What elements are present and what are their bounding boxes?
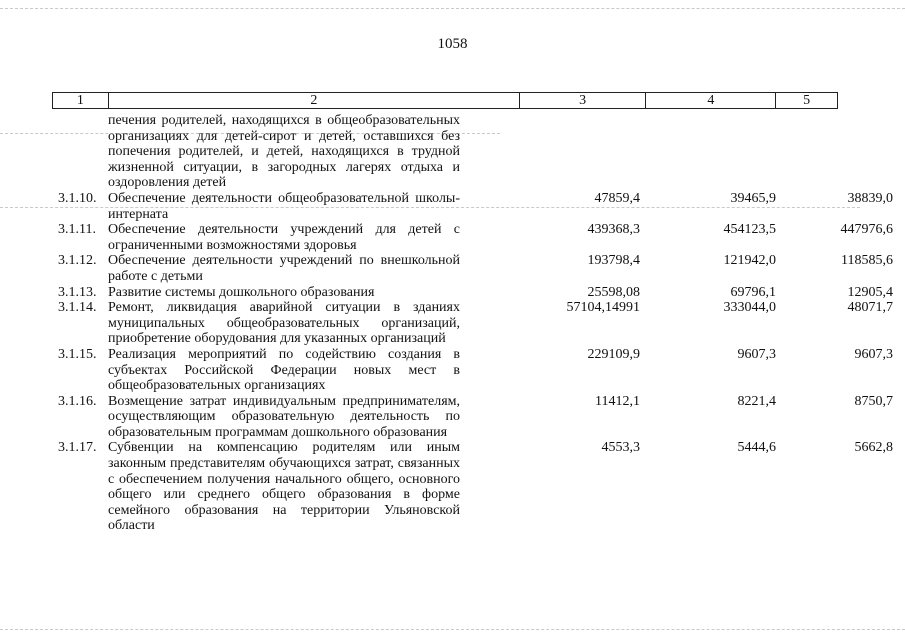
table-row <box>52 393 893 441</box>
row-number: 3.1.13. <box>58 284 97 300</box>
row-description: Обеспечение деятельности учреждений для детей с ограниченными возможностями здоровья <box>108 222 460 253</box>
table-row <box>52 190 893 222</box>
table-row <box>52 440 893 534</box>
row-value-col3: 193798,4 <box>587 253 640 269</box>
row-value-col3: 25598,08 <box>587 284 640 300</box>
row-value-col4: 39465,9 <box>730 190 776 206</box>
row-number: 3.1.12. <box>58 253 97 269</box>
row-value-col5: 9607,3 <box>854 346 893 362</box>
table-row <box>52 113 852 191</box>
row-value-col4: 8221,4 <box>737 393 776 409</box>
row-value-col4: 333044,0 <box>723 300 776 316</box>
row-number: 3.1.11. <box>58 222 96 238</box>
row-value-col4: 454123,5 <box>723 222 776 238</box>
header-col-5: 5 <box>803 93 811 108</box>
row-value-col3: 11412,1 <box>595 393 640 409</box>
header-col-3: 3 <box>520 93 647 108</box>
row-number: 3.1.14. <box>58 300 97 316</box>
table-header <box>52 92 838 109</box>
row-number <box>52 113 108 191</box>
row-value-col4 <box>640 113 776 191</box>
row-value-col3: 439368,3 <box>587 222 640 238</box>
row-description: Возмещение затрат индивидуальным предпринимателям, осуществляющим образовательную деятельность по образовательным программам дошкольного образования <box>108 393 460 440</box>
row-value-col5 <box>776 113 893 191</box>
row-description: Ремонт, ликвидация аварийной ситуации в зданиях муниципальных общеобразовательных организаций, приобретение оборудования для указанных организаций <box>108 300 460 347</box>
row-value-col4: 5444,6 <box>737 440 776 456</box>
row-number: 3.1.17. <box>58 440 97 456</box>
page-number: 1058 <box>437 36 468 52</box>
row-value-col3: 57104,14991 <box>566 300 640 316</box>
row-value-col5: 5662,8 <box>854 440 893 456</box>
row-value-col5: 48071,7 <box>847 300 893 316</box>
table-body <box>52 113 893 534</box>
table-row <box>52 253 893 284</box>
row-value-col5: 38839,0 <box>847 190 893 206</box>
table-row <box>52 222 893 253</box>
table-row <box>52 284 893 301</box>
row-value-col3: 47859,4 <box>594 190 640 206</box>
row-description: Субвенции на компенсацию родителям или иным законным представителям обучающихся затрат, связанных с обеспечением получения начального общего, основного общего или среднего общего образования в форме семейного образования на территории Ульяновской области <box>108 440 460 534</box>
row-value-col4: 121942,0 <box>723 253 776 269</box>
row-description: Обеспечение деятельности учреждений по внешкольной работе с детьми <box>108 253 460 284</box>
row-number: 3.1.10. <box>58 190 97 206</box>
row-value-col3 <box>460 113 640 191</box>
row-value-col4: 9607,3 <box>737 346 776 362</box>
row-description: печения родителей, находящихся в общеобразовательных организациях для детей-сирот и детей, оставшихся без попечения родителей, и детей, находящихся в трудной жизненной ситуации, в загородных лагерях отдыха и оздоровления детей <box>108 113 460 191</box>
header-col-4: 4 <box>646 93 776 108</box>
row-value-col5: 447976,6 <box>840 222 893 238</box>
row-number: 3.1.15. <box>58 346 97 362</box>
row-value-col3: 229109,9 <box>587 346 640 362</box>
row-value-col5: 118585,6 <box>841 253 893 269</box>
row-value-col4: 69796,1 <box>730 284 776 300</box>
row-number: 3.1.16. <box>58 393 97 409</box>
row-description: Развитие системы дошкольного образования <box>108 284 375 300</box>
row-description: Обеспечение деятельности общеобразовательной школы-интерната <box>108 190 460 222</box>
table-row <box>52 300 893 347</box>
header-col-2: 2 <box>109 93 520 108</box>
row-value-col5: 12905,4 <box>847 284 893 300</box>
header-col-1: 1 <box>53 93 109 108</box>
table-row <box>52 346 893 394</box>
row-value-col5: 8750,7 <box>854 393 893 409</box>
row-description: Реализация мероприятий по содействию создания в субъектах Российской Федерации новых мест в общеобразовательных организациях <box>108 346 460 394</box>
row-value-col3: 4553,3 <box>601 440 640 456</box>
